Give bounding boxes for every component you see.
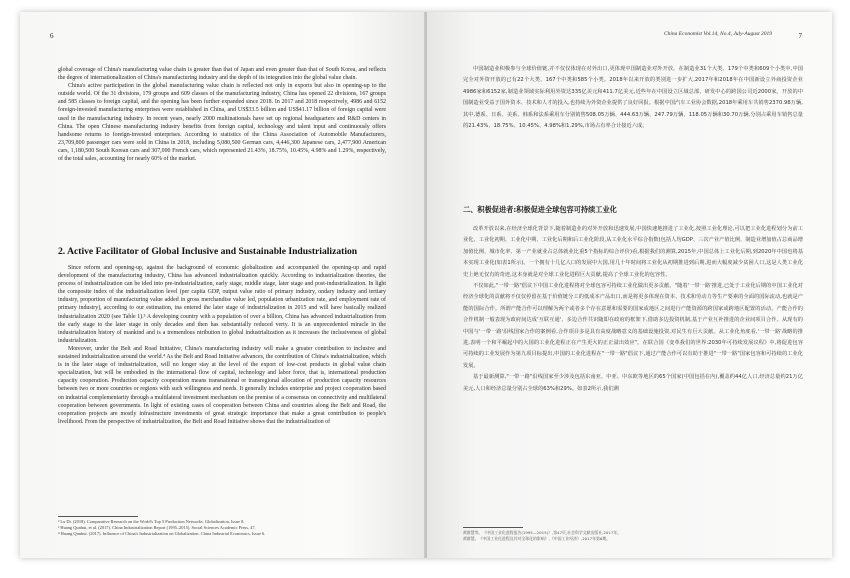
paragraph: 基于最新测算,"一带一路"沿线国家至少涉及包括东南亚、中亚、中东欧等地区的65个国家(中国包括在内),覆盖约44亿人口,经济总量约21万亿美元,人口和经济总量分别占全球的63%和29%。如表2所示,我们测 <box>463 374 803 392</box>
footnotes <box>58 519 388 538</box>
footnote: ² Lu Di. (2018). Comparative Research on the World's Top 5 Production Networks. Globalization, Issue 8. <box>58 519 245 524</box>
paragraph: 不仅如此,"一带一路"倡议下中国工业化进程将对全球包容可持续工业化做出更多贡献。"随着'一带一路'推进,已处于工业化后期的中国工业化对经济全球化的贡献将不仅仅停留在基于价值链分工的低成本产品出口,而是将更多体现在资本、技术和劳动力等生产要素的全面的国际流动,也就是产能的国际合作。所谓产能合作可以理解为两个或者多个存在意愿和需要的国家或地区之间进行产能资源的跨国家或跨地区配置的活动。产能合作的合作机制一般表现为政府间达成'互联互通'、多边合作共识随即在政府的框架下,借助多边投资机制,基于产业互补推进的企业间项目合作。从现有的中国与'一带一路'沿线国家合作的案例看,合作项目多是具有高度战略意义的基础设施投资,对民生有巨大贡献。从工业化角度看,'一带一路'战略的推进,表明一个和平崛起中的大国的工业化进程正在产生更大的正正溢出效应"。在联合国《变革我们的世界:2030年可持续发展议程》中,将促进包容可持续的工业发展作为第九项目标提出,中国的工业化进程在"一带一路"倡议下,通过产能合作可以有助于推进"一带一路"国家包容和可持续的工业化发展。 <box>463 283 803 369</box>
footnote-rule <box>463 527 523 528</box>
paragraph: China's active participation in the global manufacturing value chain is reflected not only in exports but also in opening-up to the outside world. Of the 31 divisions, 179 groups and 609 classes of the manufacturing industry, China has opened 22 divisions, 167 groups and 585 classes to foreign capital, and the opening has been further expanded since 2018. In 2017 and 2018 respectively, 4986 and 6152 foreign-invested manufacturing enterprises were established in China, and US$33.5 billion and US$41.17 billion of foreign capital were used in the manufacturing industry. In recent years, nearly 2000 multinationals have set up regional headquarters and R&D centers in China. The open Chinese manufacturing industry benefits from foreign capital, technology and talent input and continuously offers handsome returns to foreign-invested enterprises. According to statistics of the China Association of Automobile Manufacturers, 23,709,800 passenger cars were sold in China in 2018, including 5,080,500 German cars, 4,446,300 Japanese cars, 2,477,900 American cars, 1,180,500 South Korean cars and 307,000 French cars, which represented 21.43%, 18.75%, 10.45%, 4.98% and 1.29%, respectively, of the total sales, accounting for nearly 60% of the market. <box>58 83 386 163</box>
section-heading: 二、积极促进者:积极促进全球包容可持续工业化 <box>463 205 617 214</box>
paragraph: global coverage of China's manufacturing value chain is greater than that of Japan and even greater than that of South Korea, and reflects the degree of internationalization of China's manufacturing industry and the depth of its integration into the global value chain. <box>58 67 386 82</box>
footnote: 黄群慧。《中国工业化进程及其对全球化的影响》,《中国工业经济》,2017年第6期。 <box>463 536 611 542</box>
paragraph: 中国制造业积极参与全球价值链,并不仅仅体现在对外出口,更体现中国制造业对外开放。在制造业31个大类、179个中类和609个小类中,中国完全对外资开放的已有22个大类、167个中类和585个小类。2018年以来开放的类别进一步扩大,2017年和2018年在中国新设立外商投资企业4986家和6152家,制造业领域实际利用外资达335亿美元和411.7亿美元,近些年在中国设立区域总部、研发中心的跨国公司近2000家。开放的中国制造业受益于国外资本、技术和人才的投入,也持续为外资企业提供了良好回报。根据中国汽车工业协会数据,2018年乘用车共销售2370.98万辆,其中,德系、日系、美系、韩系和法系乘用车分别销售508.05万辆、444.63万辆、247.79万辆、118.05万辆和30.70万辆,分别占乘用车销售总量的21.43%、18.75%、10.45%、4.98%和1.29%,市场占有率合计接近六成。 <box>463 66 803 130</box>
paragraph: 改革开放以来,在经济全球化背景下,随着制造业的对外开放和迅速发展,中国快速地推进了工业化,按照工业化理论,可以把工业化进程划分为前工业化、工业化初期、工业化中期、工业化后期和后工业化阶段,从工业化水平综合指数(包括人均GDP、三次产业产值比例、制造业增加值占总商品增加值比例、城市化率、第一产业就业占总体就业比重5个指标的综合评价)看,根据我们的测算,2015年,中国总体上工业化后期,到2020年中国也将基本实现工业化(如表1所示)。一个拥有十几亿人口的发展中大国,用几十年时间将工业化从初期推进到后期,进而大幅度减少贫困人口,这是人类工业化史上絶无仅有的奇迹,这本身就是对全球工业化进程巨大贡献,提高了全球工业化的包容性。 <box>463 226 803 278</box>
footnotes <box>463 530 803 542</box>
footnote: 黄群慧等。《中国工业化进程报告(1995—2015)》,第47页,社会科学文献出版社,2017年。 <box>463 530 622 535</box>
section-heading: 2. Active Facilitator of Global Inclusive and Sustainable Industrialization <box>58 246 358 257</box>
page-number: 6 <box>50 32 54 40</box>
paragraph: Moreover, under the Belt and Road Initiative, China's manufacturing industry will make a greater contribution to inclusive and sustained industrialization around the world.⁴ As the Belt and Road Initiative advances, the contribution of China's industrialization, which is in the later stage of industrialization, will no longer stay at the level of the export of low-cost products in global value chain specialization, but will be embodied in the international flow of capital, technology and labor force, that is, international production capacity cooperation. Production capacity cooperation means transnational or transregional allocation of production capacity resources between two or more countries or regions with such willingness and needs. It generally includes enterprise and project cooperation based on industrial complementarity through a multilateral investment mechanism on the premise of a consensus on connectivity and multilateral cooperation between governments. In light of existing cases of cooperation between China and countries along the Belt and Road, the cooperation projects are mostly infrastructure investments of great strategic importance that make a great contribution to people's livelihood. From the perspective of industrialization, the Belt and Road Initiative shows that the industrialization of <box>58 345 386 425</box>
footnote: ³ Huang Qunhui, et al. (2017). China Industrialization Report (1995–2015). Social Sciences Academic Press, 47. <box>58 525 256 531</box>
left-top-text <box>58 66 386 163</box>
running-head: China Economist Vol.14, No.4, July-August 2019 <box>663 31 772 37</box>
left-page <box>20 12 425 558</box>
paragraph: Since reform and opening-up, against the background of economic globalization and accompanied the opening-up and rapid development of the manufacturing industry, China has advanced industrialization quickly. According to industrialization theories, the process of industrialization can be ided into pre-industrialization, early stage, middle stage, later stage and post-industrialization. In light the composite index of the industrialization level (per capita GDP, output value ratio of primary industry, ondary industry and tertiary industry, proportion of manufacturing value added in gross merchandise value led, population urbanization rate, and employment rate of primary industry), according to our estimation, ina entered the later stage of industrialization in 2015 and will have basically realized industrialization 2020 (see Table 1).³ A developing country with a population of over a billion, China has advanced industrialization from the early stage to the later stage in only decades and then has substantially reduced verty. It is an unprecedented miracle in the industrialization history of mankind and is a tremendous ntribution to global industrialization as it increases the inclusiveness of global industrialization. <box>58 265 386 344</box>
footnote-rule <box>58 516 138 517</box>
page-number: 7 <box>798 32 802 40</box>
right-body-text <box>463 224 803 395</box>
book-spread <box>20 12 832 558</box>
left-body-text <box>58 264 386 426</box>
right-top-text <box>463 64 803 132</box>
footnote: ⁴ Huang Qunhui. (2017). Influence of China's Industrialization on Globalization. China Industrial Economics, Issue 6. <box>58 531 266 537</box>
right-page <box>427 12 832 558</box>
